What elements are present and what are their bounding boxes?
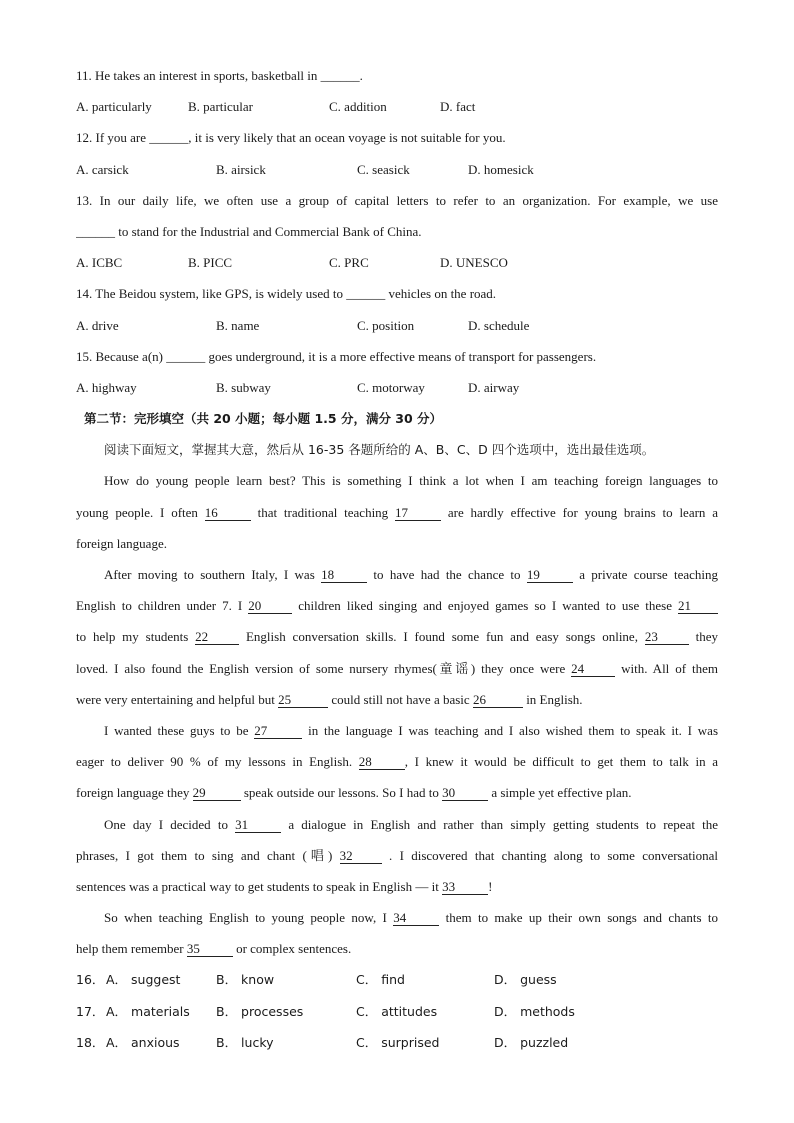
text: English to children under 7. I [76,598,243,614]
question-13-stem-line2: ______ to stand for the Industrial and Commercial Bank of China. [76,223,422,239]
text: that traditional teaching [257,504,389,520]
option-c[interactable]: C． surprised [356,1034,440,1050]
blank-29[interactable]: 29 [193,785,241,801]
blank-19[interactable]: 19 [527,567,573,583]
text: foreign language they [76,785,190,801]
question-14-options [76,310,718,341]
question-11-options [76,91,718,122]
text: could still not have a basic [331,691,470,707]
text: After moving to southern Italy, I was [104,567,315,582]
option-a[interactable]: A. carsick [76,161,129,177]
cloze-options-18 [76,1027,718,1058]
option-c[interactable]: C. position [357,317,415,333]
option-b[interactable]: B. airsick [216,161,266,177]
question-number: 16． [76,972,105,988]
option-a[interactable]: A. ICBC [76,255,123,271]
question-11-stem: 11. He takes an interest in sports, basketball in ______. [76,68,363,83]
passage-p4-line3 [76,871,718,902]
option-d[interactable]: D. homesick [468,161,534,177]
question-13-options [76,247,718,278]
text: a dialogue in English and rather than simply getting students to repeat the [288,816,719,832]
blank-31[interactable]: 31 [235,817,281,833]
text: ! [488,878,493,894]
text: eager to deliver 90 % of my lessons in English. [76,754,353,770]
question-13-stem-line1: 13. In our daily life, we often use a group of capital letters to refer to an organization. For example, we use [76,192,718,208]
text: . I discovered that chanting along to some conversational [388,847,718,863]
blank-33[interactable]: 33 [442,879,488,895]
section-instruction: 阅读下面短文，掌握其大意，然后从 16-35 各题所给的 A、B、C、D 四个选项中，选出最佳选项。 [104,442,655,458]
option-d[interactable]: D． puzzled [494,1034,569,1050]
option-c[interactable]: C. seasick [357,161,410,177]
text: sentences was a practical way to get students to speak in English — it [76,878,439,894]
passage-p3-line2 [76,746,718,777]
blank-26[interactable]: 26 [473,692,523,708]
blank-35[interactable]: 35 [187,941,233,957]
option-d[interactable]: D． guess [494,972,557,988]
question-15-options [76,372,718,403]
option-b[interactable]: B． know [216,972,275,988]
passage-p2-line2 [76,590,718,621]
passage-p2-line1 [76,559,718,590]
option-b[interactable]: B. particular [188,99,253,115]
blank-24[interactable]: 24 [571,661,615,677]
blank-17[interactable]: 17 [395,505,441,521]
option-a[interactable]: A． anxious [106,1034,180,1050]
exam-page [76,60,718,1058]
text: help them remember [76,941,184,957]
text: in the language I was teaching and I also wished them to speak it. I was [308,722,719,738]
passage-p1-line2 [76,497,718,528]
option-c[interactable]: C. motorway [357,379,425,395]
blank-34[interactable]: 34 [393,910,439,926]
text: to have had the chance to [373,567,521,582]
passage-p4-line1 [76,809,718,840]
cloze-options-16 [76,964,718,995]
question-number: 18． [76,1034,105,1050]
text: in English. [526,691,583,707]
blank-22[interactable]: 22 [195,629,239,645]
text: One day I decided to [104,816,228,832]
passage-p2-line3 [76,621,718,652]
text: they [695,629,719,645]
option-d[interactable]: D． methods [494,1003,575,1019]
blank-20[interactable]: 20 [248,598,292,614]
question-14-stem: 14. The Beidou system, like GPS, is widely used to ______ vehicles on the road. [76,286,497,302]
text: are hardly effective for young brains to learn a [447,504,719,520]
blank-18[interactable]: 18 [321,567,367,583]
text: children liked singing and enjoyed games so I wanted to use these [298,598,672,614]
text: were very entertaining and helpful but [76,691,275,707]
question-12-options [76,154,718,185]
option-c[interactable]: C. addition [329,99,387,115]
option-a[interactable]: A． materials [106,1003,190,1019]
text: with. All of them [621,660,718,676]
blank-30[interactable]: 30 [442,785,488,801]
text: English conversation skills. I found some fun and easy songs online, [245,629,638,645]
passage-p4-line2 [76,840,718,871]
text: loved. I also found the English version of some nursery rhymes(童谣) they once were [76,660,566,676]
option-d[interactable]: D. UNESCO [440,255,508,271]
cloze-options-17 [76,996,718,1027]
option-b[interactable]: B. subway [216,379,271,395]
blank-28[interactable]: 28 [359,754,405,770]
blank-32[interactable]: 32 [340,848,382,864]
option-c[interactable]: C． find [356,972,405,988]
text: , I knew it would be difficult to get them to talk in a [404,754,719,770]
text: speak outside our lessons. So I had to [243,785,439,801]
option-b[interactable]: B． processes [216,1003,304,1019]
option-b[interactable]: B． lucky [216,1034,274,1050]
text: to help my students [76,629,189,645]
text: or complex sentences. [236,941,352,957]
passage-p5-line1 [76,902,718,933]
question-12-stem: 12. If you are ______, it is very likely that an ocean voyage is not suitable for you. [76,130,506,146]
option-a[interactable]: A. drive [76,317,119,333]
question-number: 17． [76,1003,105,1019]
passage-p2-line4 [76,653,718,684]
passage-p1-line1: How do young people learn best? This is something I think a lot when I am teaching foreign languages to [104,473,718,489]
option-d[interactable]: D. fact [440,99,476,115]
question-15-stem: 15. Because a(n) ______ goes underground, it is a more effective means of transport for passengers. [76,348,597,364]
passage-p3-line3 [76,777,718,808]
option-d[interactable]: D. schedule [468,317,530,333]
passage-p5-line2 [76,933,718,964]
section-title: 第二节：完形填空（共 20 小题；每小题 1.5 分，满分 30 分） [84,411,443,427]
text: a private course teaching [579,567,719,582]
text: phrases, I got them to sing and chant (唱) [76,847,333,863]
option-a[interactable]: A. particularly [76,99,152,115]
option-b[interactable]: B. PICC [188,255,233,271]
blank-27[interactable]: 27 [254,723,302,739]
passage-p1-line3: foreign language. [76,535,167,551]
passage-p3-line1 [76,715,718,746]
blank-23[interactable]: 23 [645,629,689,645]
option-c[interactable]: C． attitudes [356,1003,438,1019]
text: I wanted these guys to be [104,722,249,738]
option-d[interactable]: D. airway [468,379,520,395]
text: So when teaching English to young people now, I [104,910,387,926]
option-a[interactable]: A. highway [76,379,137,395]
text: a simple yet effective plan. [491,785,632,801]
option-c[interactable]: C. PRC [329,255,369,271]
option-a[interactable]: A． suggest [106,972,181,988]
option-b[interactable]: B. name [216,317,260,333]
blank-25[interactable]: 25 [278,692,328,708]
blank-16[interactable]: 16 [205,505,251,521]
blank-21[interactable]: 21 [678,598,718,614]
text: young people. I often [76,504,198,520]
text: them to make up their own songs and chants to [445,910,718,926]
passage-p2-line5 [76,684,718,715]
